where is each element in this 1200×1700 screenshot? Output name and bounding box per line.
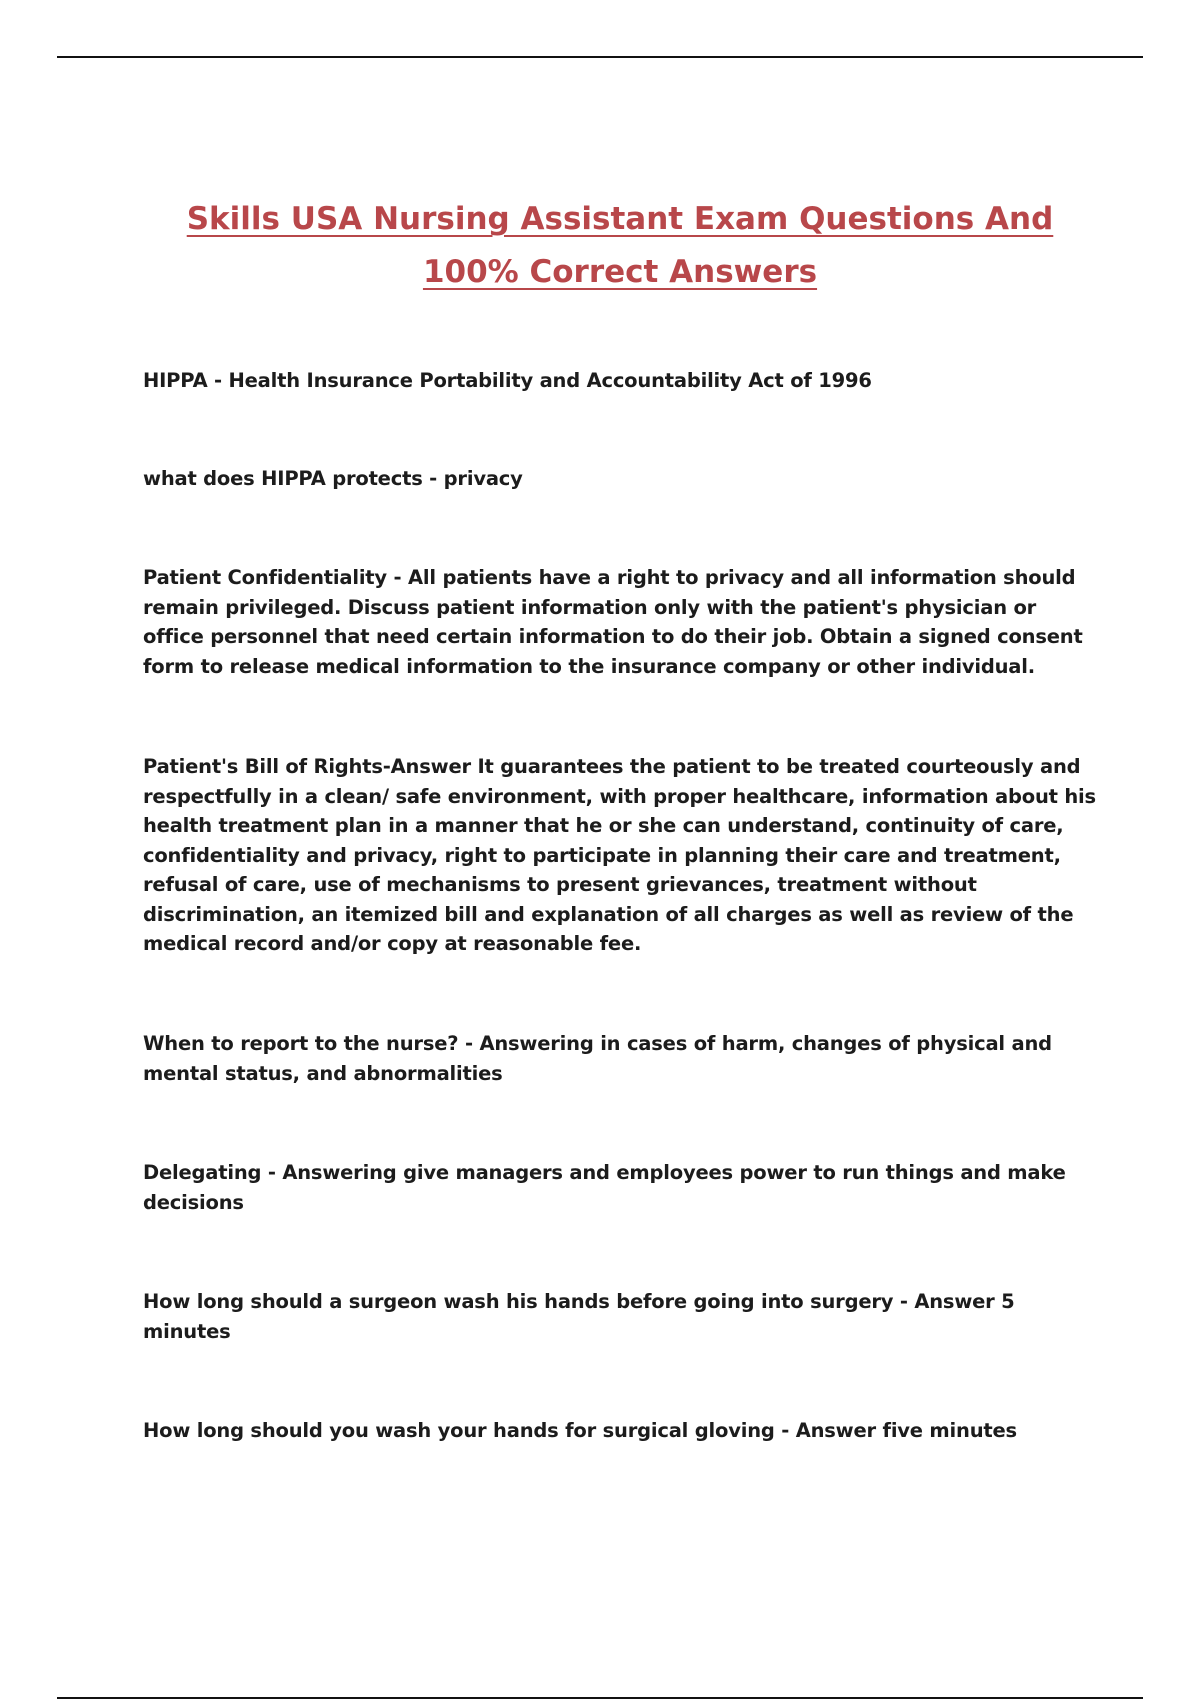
top-divider [57, 56, 1143, 58]
title-line-2: 100% Correct Answers [422, 254, 818, 290]
qa-entry-surgical-gloving: How long should you wash your hands for surgical gloving - Answer five minutes [143, 1419, 1017, 1442]
qa-entry-surgeon-handwash: How long should a surgeon wash his hands before going into surgery - Answer 5 minutes [143, 1290, 1015, 1343]
qa-entry-bill-of-rights: Patient's Bill of Rights-Answer It guarantees the patient to be treated courteously and respectfully in a clean/ safe environment, with proper healthcare, information about his health treatment plan in a manner that he or she can understand, continuity of care, confidentiality and privacy, right to participate in planning their care and treatment, refusal of care, use of mechanisms to present grievances, treatment without discrimination, an itemized bill and explanation of all charges as well as review of the medical record and/or copy at reasonable fee. [143, 755, 1096, 955]
title-line-1: Skills USA Nursing Assistant Exam Questions And [186, 201, 1054, 237]
qa-entry-hippa: HIPPA - Health Insurance Portability and Accountability Act of 1996 [143, 369, 872, 392]
qa-entry-report-to-nurse: When to report to the nurse? - Answering in cases of harm, changes of physical and mental status, and abnormalities [143, 1032, 1052, 1085]
bottom-divider [57, 1697, 1143, 1699]
qa-entry-hippa-protects: what does HIPPA protects - privacy [143, 467, 523, 490]
qa-entry-delegating: Delegating - Answering give managers and employees power to run things and make decisions [143, 1161, 1066, 1214]
document-title [110, 193, 1130, 299]
qa-entry-patient-confidentiality: Patient Confidentiality - All patients have a right to privacy and all information should remain privileged. Discuss patient information only with the patient's physician or office personnel that need certain information to do their job. Obtain a signed consent form to release medical information to the insurance company or other individual. [143, 566, 1083, 678]
